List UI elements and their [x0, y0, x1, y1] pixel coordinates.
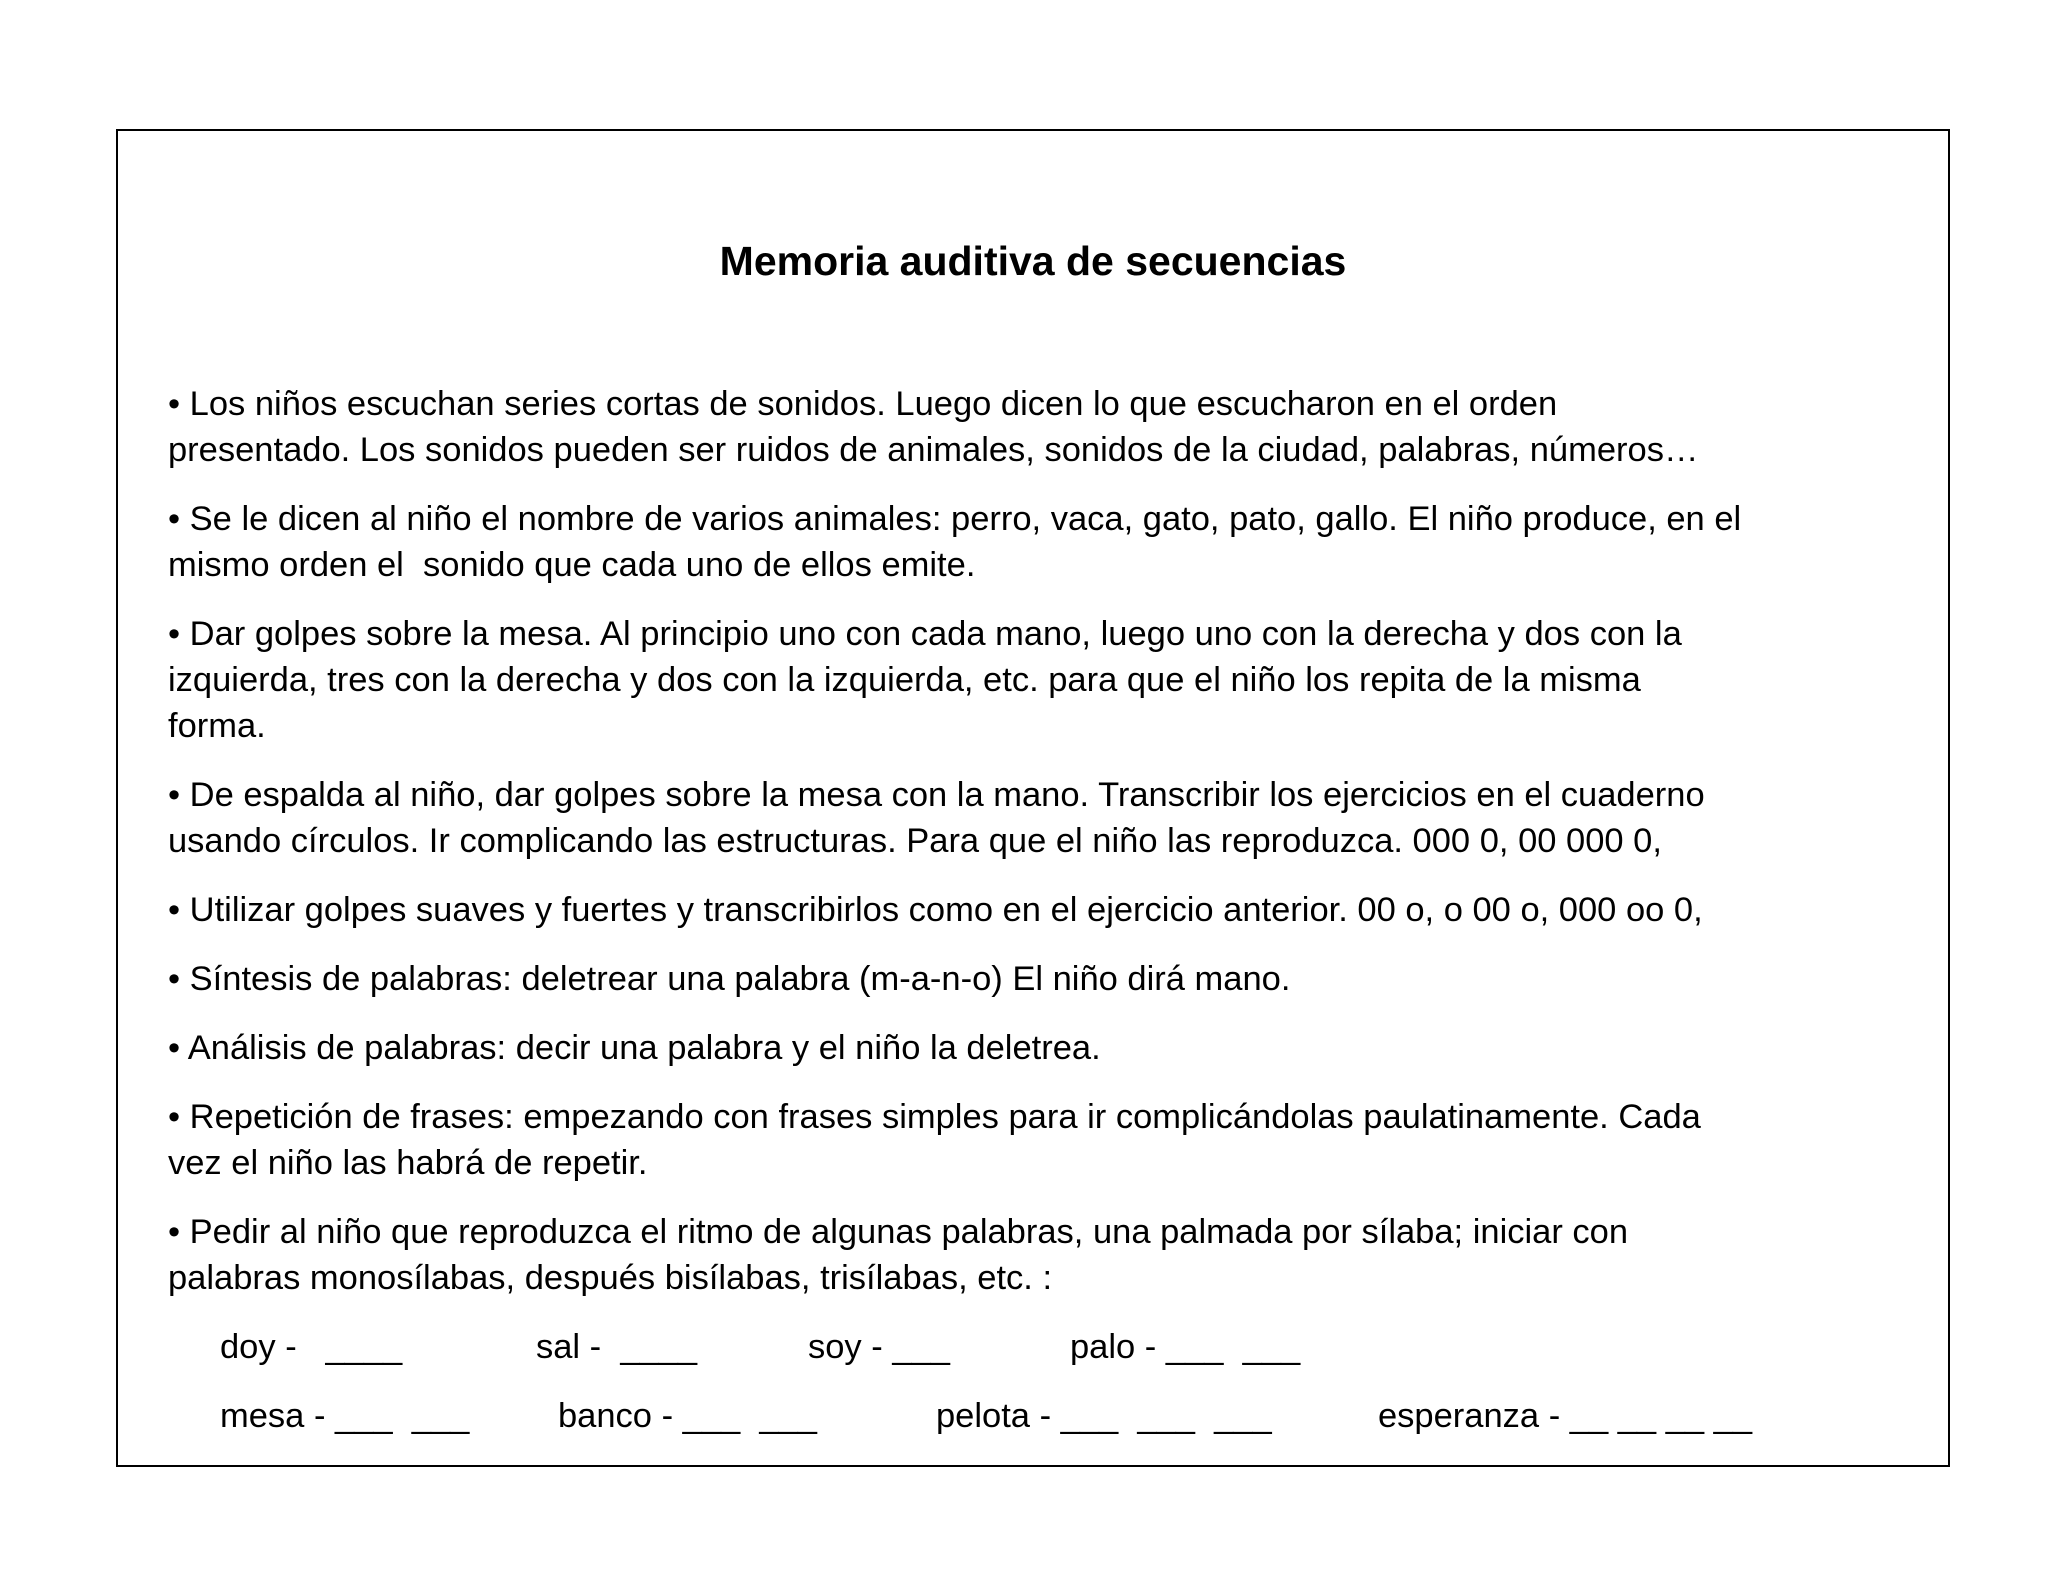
list-item: • Pedir al niño que reproduzca el ritmo de algunas palabras, una palmada por sílaba; iniciar con palabras monosílabas, después bisílabas, trisílabas, etc. :: [168, 1213, 1629, 1297]
word-exercise: sal - ____: [536, 1328, 698, 1366]
content-frame: [116, 129, 1950, 1467]
word-exercise: palo - ___ ___: [1070, 1328, 1301, 1366]
list-item: • Los niños escuchan series cortas de sonidos. Luego dicen lo que escucharon en el orden presentado. Los sonidos pueden ser ruidos de animales, sonidos de la ciudad, palabras, números…: [168, 385, 1699, 469]
word-exercise: mesa - ___ ___: [220, 1397, 470, 1435]
list-item: • Utilizar golpes suaves y fuertes y transcribirlos como en el ejercicio anterior. 00 o, o 00 o, 000 oo 0,: [168, 891, 1703, 929]
list-item: • Se le dicen al niño el nombre de varios animales: perro, vaca, gato, pato, gallo. El niño produce, en el mismo orden el sonido que cada uno de ellos emite.: [168, 500, 1742, 584]
list-item: • Análisis de palabras: decir una palabra y el niño la deletrea.: [168, 1029, 1101, 1067]
list-item: • Síntesis de palabras: deletrear una palabra (m-a-n-o) El niño dirá mano.: [168, 960, 1291, 998]
word-exercise: soy - ___: [808, 1328, 950, 1366]
word-exercise: pelota - ___ ___ ___: [936, 1397, 1272, 1435]
word-exercise: doy - ____: [220, 1328, 403, 1366]
word-exercise: banco - ___ ___: [558, 1397, 817, 1435]
list-item: • De espalda al niño, dar golpes sobre la mesa con la mano. Transcribir los ejercicios en el cuaderno usando círculos. Ir complicando las estructuras. Para que el niño las reproduzca. 000 0, 00 000 0,: [168, 776, 1705, 860]
page-title: Memoria auditiva de secuencias: [719, 238, 1347, 284]
word-exercise: esperanza - __ __ __ __: [1378, 1397, 1753, 1435]
list-item: • Dar golpes sobre la mesa. Al principio uno con cada mano, luego uno con la derecha y dos con la izquierda, tres con la derecha y dos con la izquierda, etc. para que el niño los repita de la misma forma.: [168, 615, 1682, 745]
list-item: • Repetición de frases: empezando con frases simples para ir complicándolas paulatinamente. Cada vez el niño las habrá de repetir.: [168, 1098, 1701, 1182]
